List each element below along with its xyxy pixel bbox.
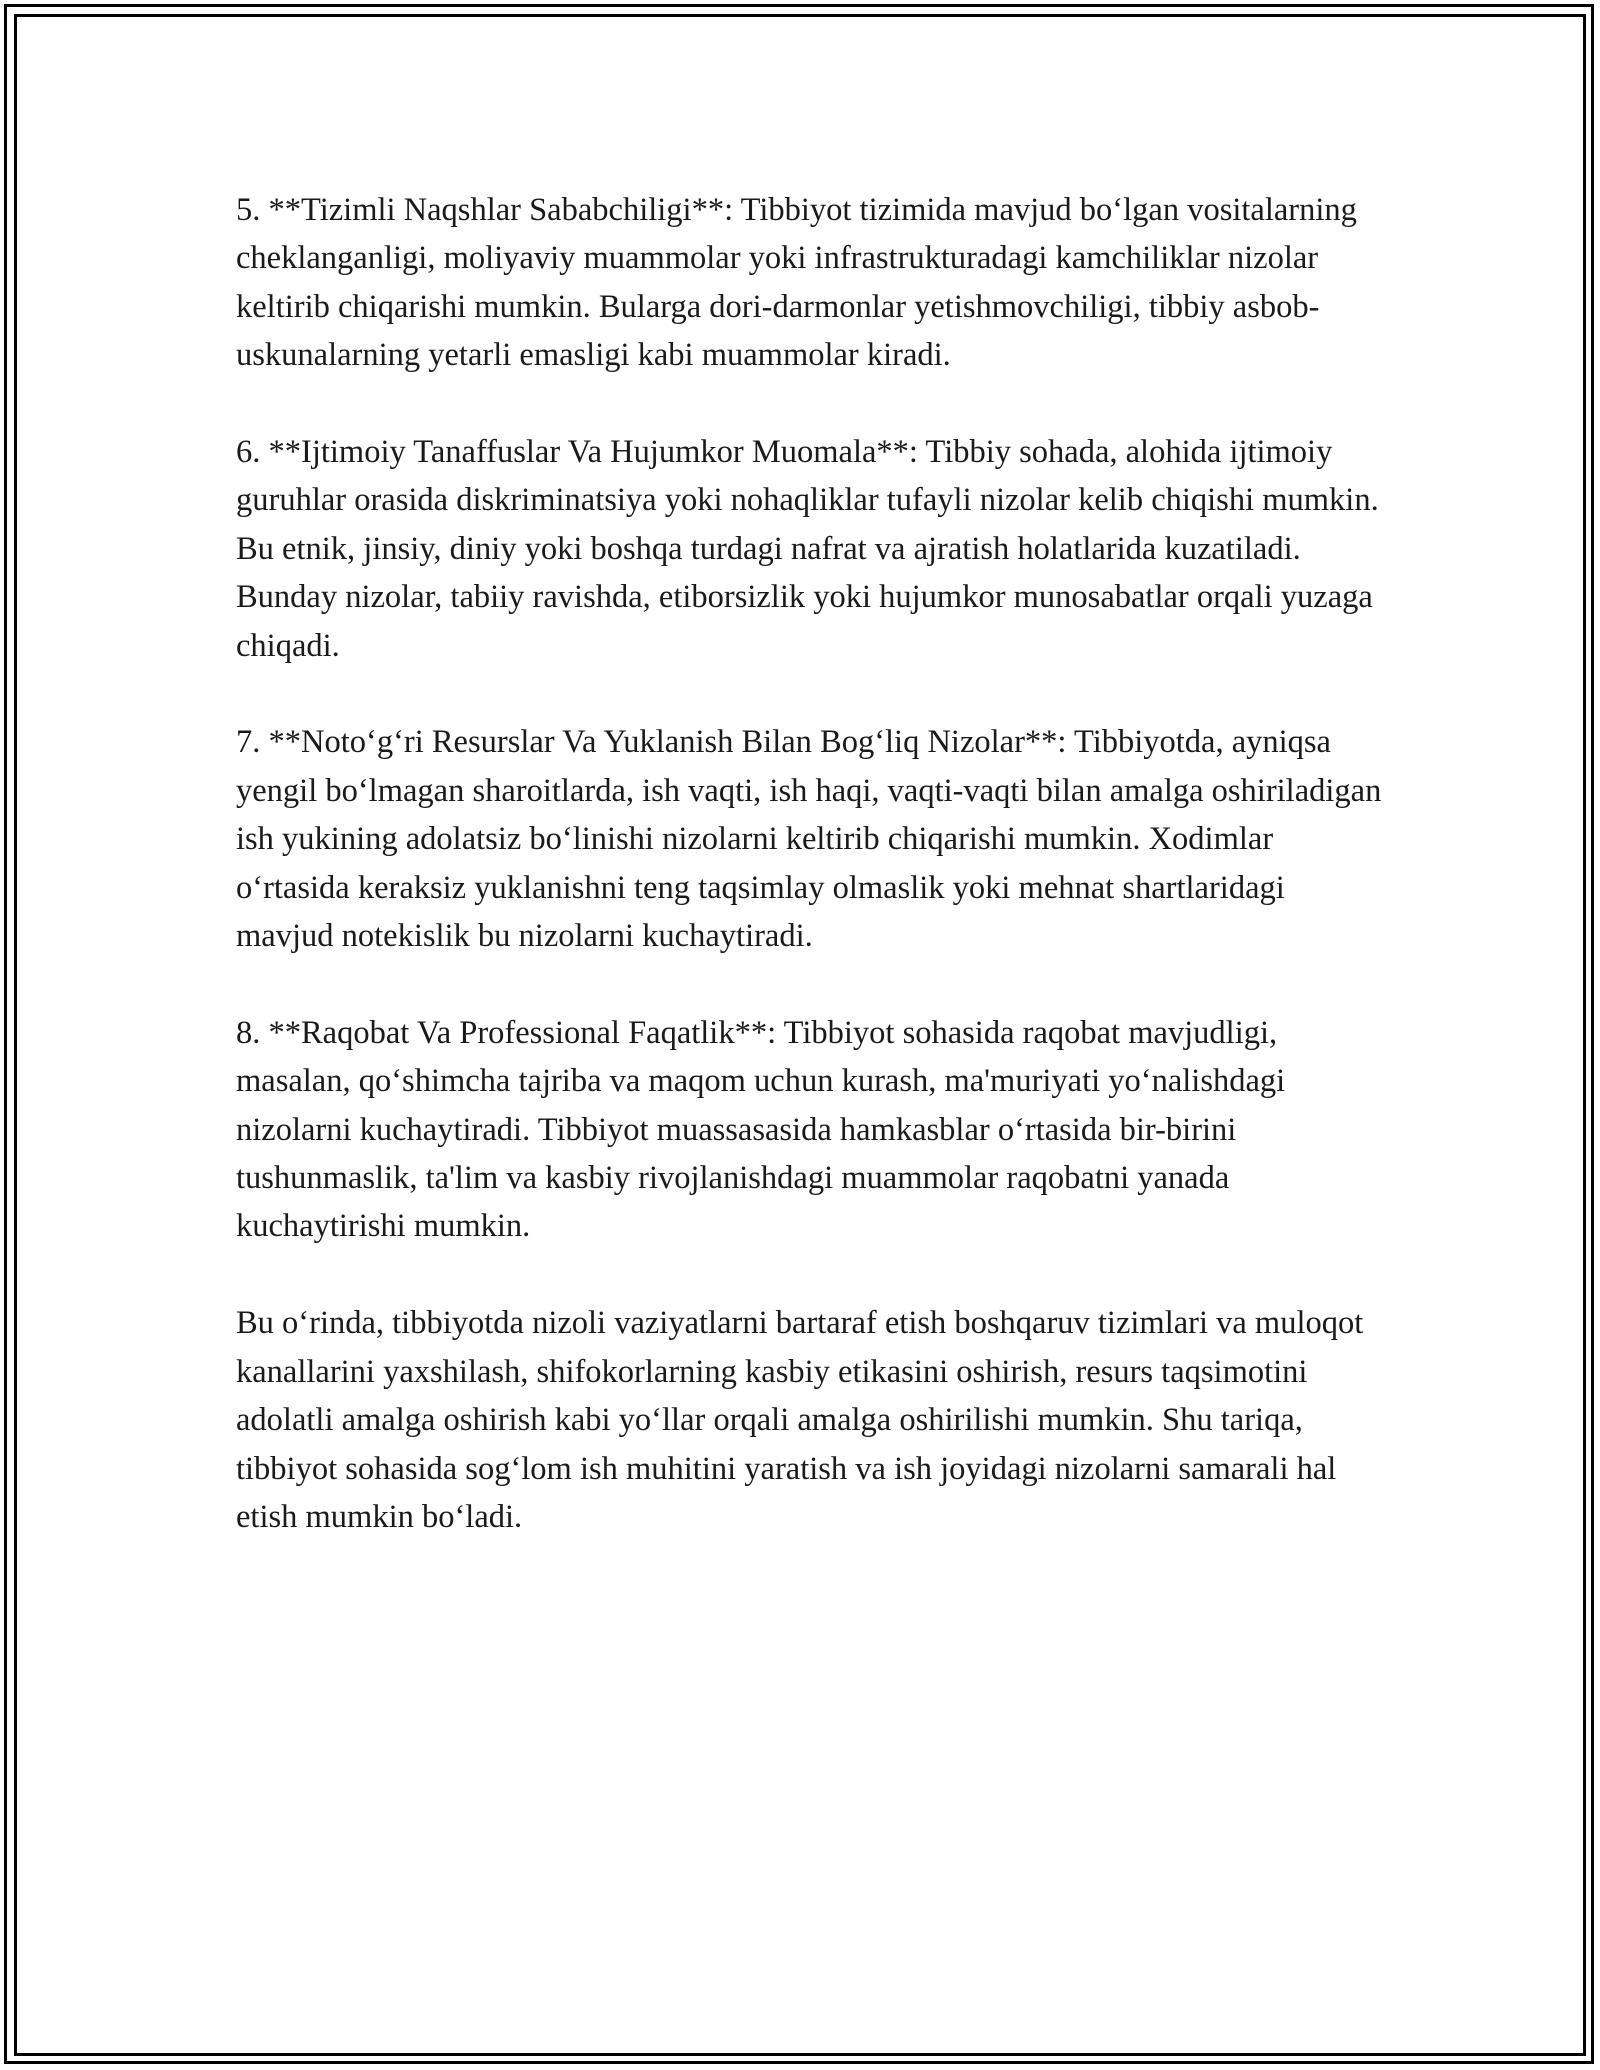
paragraph-item-7: 7. **Noto‘g‘ri Resurslar Va Yuklanish Bilan Bog‘liq Nizolar**: Tibbiyotda, ayniqsa yengil bo‘lmagan sharoitlarda, ish vaqti, ish haqi, vaqti-vaqti bilan amalga oshiriladigan ish yukining adolatsiz bo‘linishi nizolarni keltirib chiqarishi mumkin. Xodimlar o‘rtasida keraksiz yuklanishni teng taqsimlay olmaslik yoki mehnat shartlaridagi mavjud notekislik bu nizolarni kuchaytiradi. xyxy=(236,724,1382,955)
document-body xyxy=(236,186,1386,1541)
paragraph-item-8: 8. **Raqobat Va Professional Faqatlik**: Tibbiyot sohasida raqobat mavjudligi, masalan, qo‘shimcha tajriba va maqom uchun kurash, ma'muriyati yo‘nalishdagi nizolarni kuchaytiradi. Tibbiyot muassasasida hamkasblar o‘rtasida bir-birini tushunmaslik, ta'lim va kasbiy rivojlanishdagi muammolar raqobatni yanada kuchaytirishi mumkin. xyxy=(236,1014,1286,1245)
paragraph-conclusion: Bu o‘rinda, tibbiyotda nizoli vaziyatlarni bartaraf etish boshqaruv tizimlari va muloqot kanallarini yaxshilash, shifokorlarning kasbiy etikasini oshirish, resurs taqsimotini adolatli amalga oshirish kabi yo‘llar orqali amalga oshirilishi mumkin. Shu tariqa, tibbiyot sohasida sog‘lom ish muhitini yaratish va ish joyidagi nizolarni samarali hal etish mumkin bo‘ladi. xyxy=(236,1305,1364,1535)
paragraph-item-5: 5. **Tizimli Naqshlar Sababchiligi**: Tibbiyot tizimida mavjud bo‘lgan vositalarning cheklanganligi, moliyaviy muammolar yoki infrastrukturadagi kamchiliklar nizolar keltirib chiqarishi mumkin. Bularga dori-darmonlar yetishmovchiligi, tibbiy asbob-uskunalarning yetarli emasligi kabi muammolar kiradi. xyxy=(236,192,1357,374)
paragraph-item-6: 6. **Ijtimoiy Tanaffuslar Va Hujumkor Muomala**: Tibbiy sohada, alohida ijtimoiy guruhlar orasida diskriminatsiya yoki nohaqliklar tufayli nizolar kelib chiqishi mumkin. Bu etnik, jinsiy, diniy yoki boshqa turdagi nafrat va ajratish holatlarida kuzatiladi. Bunday nizolar, tabiiy ravishda, etiborsizlik yoki hujumkor munosabatlar orqali yuzaga chiqadi. xyxy=(236,434,1379,664)
